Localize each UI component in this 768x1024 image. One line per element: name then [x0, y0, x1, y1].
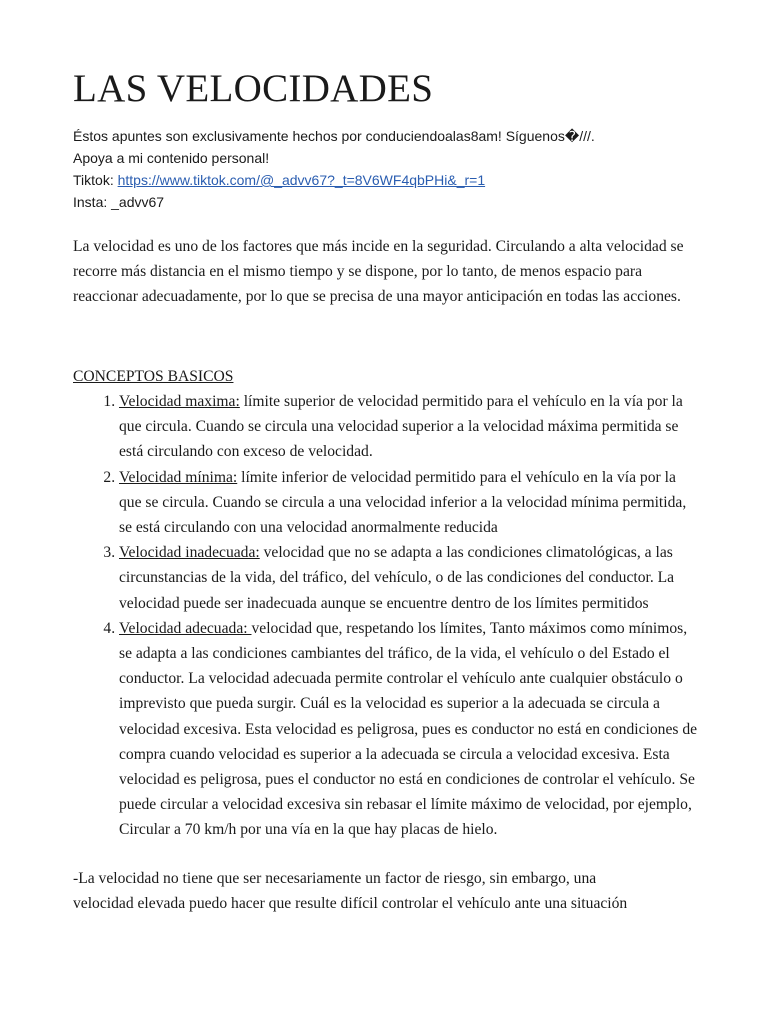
concept-term: Velocidad adecuada:	[119, 619, 252, 637]
concept-term: Velocidad mínima:	[119, 468, 238, 486]
intro-block	[73, 125, 723, 213]
concept-definition: velocidad que, respetando los límites, Tanto máximos como mínimos, se adapta a las condiciones cambiantes del tráfico, de la vida, el vehículo o del Estado el conductor. La velocidad adecuada permite controlar el vehículo ante cualquier obstáculo o imprevisto que pueda surgir. Cuál es la velocidad es superior a la adecuada se circula a velocidad excesiva. Esta velocidad es peligrosa, pues es conductor no está en condiciones de compra cuando velocidad es superior a la adecuada se circula a velocidad excesiva. Esta velocidad es peligrosa, pues el conductor no está en condiciones de controlar el vehículo. Se puede circular a velocidad excesiva sin rebasar el límite máximo de velocidad, por ejemplo, Circular a 70 km/h por una vía en la que hay placas de hielo.	[119, 619, 698, 839]
closing-line: -La velocidad no tiene que ser necesariamente un factor de riesgo, sin embargo, una	[73, 870, 597, 887]
intro-line-tiktok	[73, 169, 723, 191]
list-item	[119, 616, 701, 843]
section-title: CONCEPTOS BASICOS	[73, 368, 234, 385]
intro-paragraph: La velocidad es uno de los factores que más incide en la seguridad. Circulando a alta velocidad se recorre más distancia en el mismo tiempo y se dispone, por lo tanto, de menos espacio para reaccionar adecuadamente, por lo que se precisa de una mayor anticipación en todas las acciones.	[73, 238, 684, 306]
closing-line: velocidad elevada puedo hacer que resulte difícil controlar el vehículo ante una situación	[73, 895, 628, 913]
concept-definition: límite superior de velocidad permitido para el vehículo en la vía por la que circula. Cuando se circula una velocidad superior a la velocidad máxima permitida se está circulando con exceso de velocidad.	[119, 393, 683, 461]
concept-definition: límite inferior de velocidad permitido para el vehículo en la vía por la que se circula. Cuando se circula a una velocidad inferior a la velocidad mínima permitida, se está circulando con una velocidad anormalmente reducida	[119, 468, 687, 537]
intro-line-support: Apoya a mi contenido personal!	[73, 150, 270, 166]
concepts-list	[73, 389, 701, 843]
tiktok-link[interactable]: https://www.tiktok.com/@_advv67?_t=8V6WF4qbPHi&_r=1	[117, 172, 486, 188]
page-title: LAS VELOCIDADES	[73, 67, 434, 110]
list-item	[119, 389, 701, 465]
intro-line-insta: Insta: _advv67	[73, 194, 165, 210]
closing-paragraph	[73, 866, 701, 916]
concept-term: Velocidad maxima:	[119, 393, 240, 410]
concept-term: Velocidad inadecuada:	[119, 544, 260, 562]
list-item	[119, 465, 701, 541]
tiktok-label: Tiktok:	[73, 172, 118, 188]
list-item	[119, 540, 701, 616]
concept-definition: velocidad que no se adapta a las condiciones climatológicas, a las circunstancias de la vida, del tráfico, del vehículo, o de las condiciones del conductor. La velocidad puede ser inadecuada aunque se encuentre dentro de los límites permitidos	[119, 544, 675, 612]
intro-line-authorship: Éstos apuntes son exclusivamente hechos por conduciendoalas8am! Síguenos�///.	[73, 128, 595, 144]
